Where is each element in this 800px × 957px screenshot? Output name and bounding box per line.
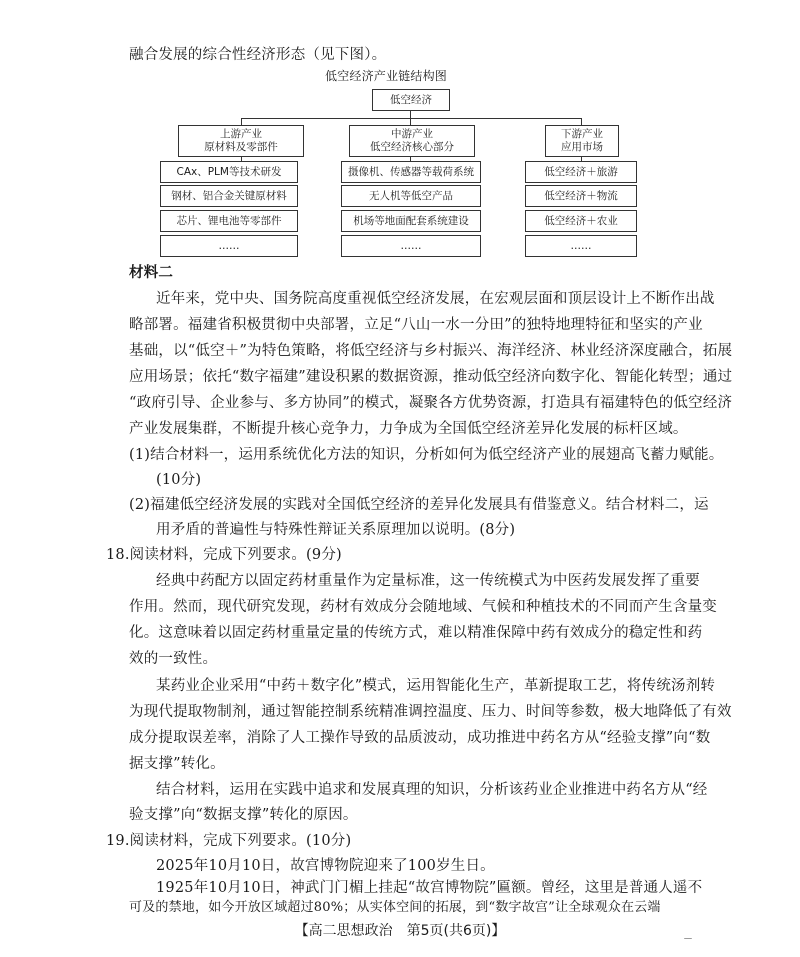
upstream-item-box	[160, 161, 298, 183]
paragraph-line: 近年来，党中央、国务院高度重视低空经济发展，在宏观层面和顶层设计上不断作出战	[156, 291, 715, 307]
midstream-header-subtitle: 低空经济核心部分	[370, 141, 454, 153]
paragraph-line: 1925年10月10日，神武门门楣上挂起“故宫博物院”匾额。曾经，这里是普通人遥不	[156, 880, 703, 896]
upstream-item: 芯片、锂电池等零部件	[176, 214, 282, 227]
midstream-item: 无人机等低空产品	[369, 189, 453, 202]
paragraph-line: 效的一致性。	[129, 651, 218, 667]
downstream-item: ……	[570, 239, 592, 252]
paragraph-line: 可及的禁地，如今开放区域超过80%；从实体空间的拓展，到“数字故宫”让全球观众在云端	[129, 900, 661, 915]
downstream-item: 低空经济＋旅游	[544, 165, 618, 178]
paragraph-line: 2025年10月10日，故宫博物院迎来了100岁生日。	[156, 858, 495, 874]
midstream-header-box	[349, 125, 475, 157]
question-1-line: (1)结合材料一，运用系统优化方法的知识，分析如何为低空经济产业的展翅高飞蓄力赋能。	[129, 447, 724, 463]
paragraph-line: 应用场景；依托“数字福建”建设积累的数据资源，推动低空经济向数字化、智能化转型；通过	[129, 369, 733, 385]
upstream-item-box	[160, 185, 298, 207]
connector	[241, 118, 581, 119]
task-line: 验支撑”向“数据支撑”转化的原因。	[129, 807, 358, 823]
downstream-item-box	[525, 210, 637, 232]
midstream-item-box	[341, 210, 481, 232]
intro-line: 融合发展的综合性经济形态（见下图）。	[129, 47, 387, 63]
diagram-root-label: 低空经济	[390, 93, 432, 106]
question-2-line: (2)福建低空经济发展的实践对全国低空经济的差异化发展具有借鉴意义。结合材料二，运	[129, 497, 709, 513]
paragraph-line: 略部署。福建省积极贯彻中央部署，立足“八山一水一分田”的独特地理特征和坚实的产业	[129, 317, 703, 333]
material2-heading: 材料二	[129, 265, 174, 281]
paragraph-line: 为现代提取物制剂，通过智能控制系统精准调控温度、压力、时间等参数，极大地降低了有效	[129, 704, 732, 720]
midstream-item-box	[341, 161, 481, 183]
question-18-heading: 18.阅读材料，完成下列要求。(9分)	[106, 547, 342, 563]
paragraph-line: 成分提取误差率，消除了人工操作导致的品质波动，成功推进中药名方从“经验支撑”向“数	[129, 730, 711, 746]
upstream-item-box	[160, 235, 298, 257]
downstream-item-box	[525, 161, 637, 183]
upstream-header-subtitle: 原材料及零部件	[204, 141, 278, 153]
connector	[410, 118, 411, 125]
upstream-item: 钢材、铝合金关键原材料	[171, 189, 287, 202]
connector	[581, 118, 582, 125]
midstream-item: 机场等地面配套系统建设	[353, 214, 469, 227]
paragraph-line: 化。这意味着以固定药材重量定量的传统方式，难以精准保障中药有效成分的稳定性和药	[129, 625, 703, 641]
paragraph-line: 基础，以“低空＋”为特色策略，将低空经济与乡村振兴、海洋经济、林业经济深度融合，拓展	[129, 343, 733, 359]
connector	[241, 118, 242, 125]
upstream-item: CAx、PLM等技术研发	[176, 165, 282, 178]
downstream-item: 低空经济＋农业	[544, 214, 618, 227]
task-line: 结合材料，运用在实践中追求和发展真理的知识，分析该药业企业推进中药名方从“经	[156, 782, 708, 798]
upstream-header-box	[178, 125, 304, 157]
diagram-root-box	[372, 89, 450, 111]
midstream-item-box	[341, 185, 481, 207]
diagram-title: 低空经济产业链结构图	[325, 69, 448, 83]
midstream-item: ……	[400, 239, 422, 252]
midstream-item: 摄像机、传感器等载荷系统	[348, 165, 474, 178]
paragraph-line: 作用。然而，现代研究发现，药材有效成分会随地域、气候和种植技术的不同而产生含量变	[129, 599, 717, 615]
downstream-item-box	[525, 185, 637, 207]
paragraph-line: 据支撑”转化。	[129, 756, 225, 772]
page-footer: 【高二思想政治 第5页(共6页)】	[294, 923, 506, 939]
paragraph-line: 经典中药配方以固定药材重量作为定量标准，这一传统模式为中医药发展发挥了重要	[156, 573, 700, 589]
downstream-item: 低空经济＋物流	[544, 189, 618, 202]
midstream-item-box	[341, 235, 481, 257]
downstream-header-title: 下游产业	[561, 128, 603, 140]
industry-chain-diagram	[0, 0, 800, 270]
downstream-header-subtitle: 应用市场	[561, 141, 603, 153]
paragraph-line: 某药业企业采用“中药＋数字化”模式，运用智能化生产，革新提取工艺，将传统汤剂转	[156, 678, 716, 694]
paragraph-line: 产业发展集群，不断提升核心竞争力，力争成为全国低空经济差异化发展的标杆区域。	[129, 421, 688, 437]
downstream-item-box	[525, 235, 637, 257]
upstream-item: ……	[218, 239, 240, 252]
paragraph-line: “政府引导、企业参与、多方协同”的模式，凝聚各方优势资源，打造具有福建特色的低空经济	[129, 395, 733, 411]
question-19-heading: 19.阅读材料，完成下列要求。(10分)	[106, 833, 352, 849]
upstream-header-title: 上游产业	[220, 128, 262, 140]
upstream-item-box	[160, 210, 298, 232]
midstream-header-title: 中游产业	[391, 128, 433, 140]
corner-mark: －	[683, 934, 693, 945]
downstream-header-box	[545, 125, 619, 157]
question-2-line: 用矛盾的普遍性与特殊性辩证关系原理加以说明。(8分)	[156, 522, 516, 538]
question-1-score: (10分)	[156, 472, 202, 488]
